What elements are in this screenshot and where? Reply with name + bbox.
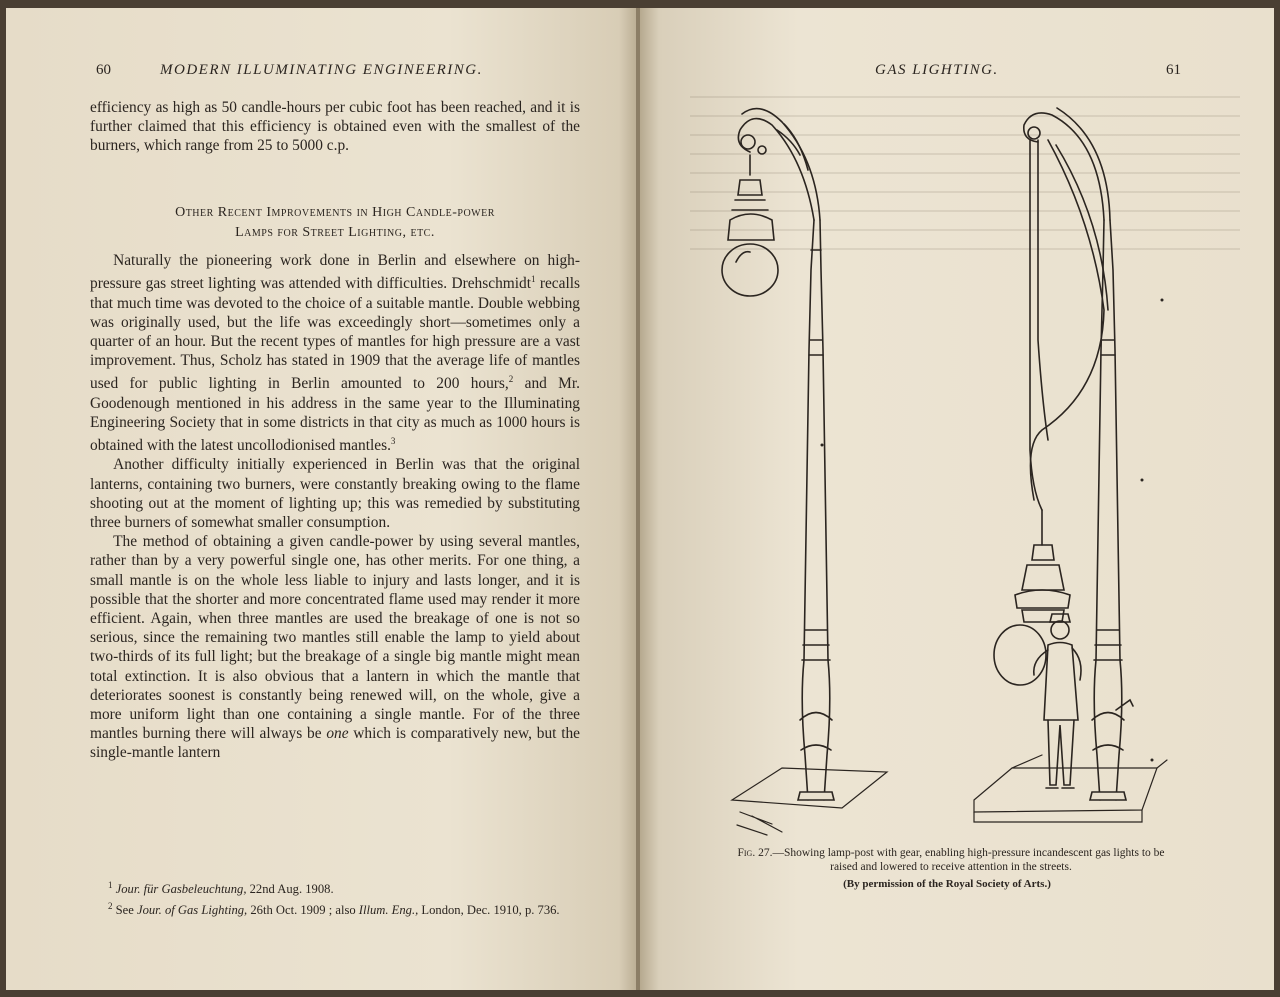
paragraph-3: Another difficulty initially experienced in Berlin was that the original lanterns, containing two burners, were constantly breaking owing to the flame shooting out at the moment of lighting up; this was remedied by substituting three burners of somewhat smaller consumption. <box>90 456 580 532</box>
caption-figure-label: Fig. 27. <box>737 847 773 859</box>
paragraph-2 <box>90 251 580 455</box>
footnote-2-number: 2 <box>108 901 113 912</box>
footnotes <box>96 877 580 919</box>
paragraph-4 <box>90 532 580 762</box>
footnote-ref-3: 3 <box>390 436 396 447</box>
paragraph-2-part-a: Naturally the pioneering work done in Berlin and elsewhere on high-pressure gas street lighting was attended with difficulties. Drehschmidt <box>90 252 580 293</box>
opening-paragraph <box>90 98 580 156</box>
section-heading <box>90 203 580 243</box>
right-lamp-post-with-gear <box>994 108 1133 800</box>
right-page-number: 61 <box>1166 62 1181 78</box>
paragraph-2-part-b: recalls that much time was devoted to the choice of a suitable mantle. Double webbing was originally used, but the life was exceedingly short—sometimes only a quarter of an hour. But the recent types of mantles for high pressure are a vast improvement. Thus, Scholz has stated in 1909 that the average life of mantles used for public lighting in Berlin amounted to 200 hours, <box>90 275 580 393</box>
footnote-2 <box>96 898 580 919</box>
figure-credit: (By permission of the Royal Society of Arts.) <box>843 878 1051 890</box>
workman-figure <box>1034 614 1081 788</box>
footnote-1 <box>96 877 580 898</box>
scatter-dots <box>821 299 1164 762</box>
lamp-post-illustration <box>712 100 1182 845</box>
paragraph-4-part-b: which is comparatively new, but the single-mantle lantern <box>90 725 580 762</box>
caption-text: —Showing lamp-post with gear, enabling high-pressure incandescent gas lights to be raised and lowered to receive attention in the streets. <box>772 847 1165 873</box>
section-heading-line1: Other Recent Improvements in High Candle-power <box>175 205 495 220</box>
footnote-2-mid: 26th Oct. 1909 ; also <box>247 903 359 918</box>
footnote-ref-1: 1 <box>530 274 536 285</box>
section-heading-line2: Lamps for Street Lighting, etc. <box>235 225 435 240</box>
footnote-1-rest: 22nd Aug. 1908. <box>246 882 334 897</box>
footnote-ref-2: 2 <box>508 374 514 385</box>
left-page-number: 60 <box>96 62 111 78</box>
footnote-2-rest: London, Dec. 1910, p. 736. <box>418 903 560 918</box>
body-text <box>90 251 580 763</box>
left-lamp-post <box>722 109 834 800</box>
left-running-title: MODERN ILLUMINATING ENGINEERING. <box>160 62 483 78</box>
footnote-2-pre: See <box>112 903 137 918</box>
paragraph-2-part-c: and Mr. Goodenough mentioned in his address in the same year to the Illuminating Engineering Society that in some districts in that city as much as 1000 hours is obtained with the latest uncollodionised mantles. <box>90 375 580 455</box>
footnote-2-source: Jour. of Gas Lighting, <box>136 903 248 918</box>
footnote-1-number: 1 <box>108 880 113 890</box>
footnote-1-source: Jour. für Gasbeleuchtung, <box>115 882 247 897</box>
figure-caption <box>732 846 1170 874</box>
paragraph-4-italic: one <box>326 725 349 743</box>
right-running-title: GAS LIGHTING. <box>875 62 999 78</box>
footnote-2-source-2: Illum. Eng., <box>358 903 419 918</box>
paragraph-4-part-a: The method of obtaining a given candle-power by using several mantles, rather than by a very powerful single one, has other merits. For one thing, a small mantle is on the whole less liable to injury and lasts longer, and it is possible that the shorter and more concentrated flame used may render it more efficient. Again, when three mantles are used the breakage of one is not so serious, since the remaining two mantles still enable the lamp to yield about two-thirds of its full light; but the breakage of a single big mantle might mean total extinction. It is also obvious that a lantern in which the mantle that deteriorates soonest is constantly being renewed will, on the whole, give a more uniform light than one containing a single mantle. For of the three mantles burning there will always be <box>90 533 580 743</box>
opening-paragraph-text: efficiency as high as 50 candle-hours per cubic foot has been reached, and it is further claimed that this efficiency is obtained even with the smallest of the burners, which range from 25 to 5000 c.p. <box>90 99 580 155</box>
